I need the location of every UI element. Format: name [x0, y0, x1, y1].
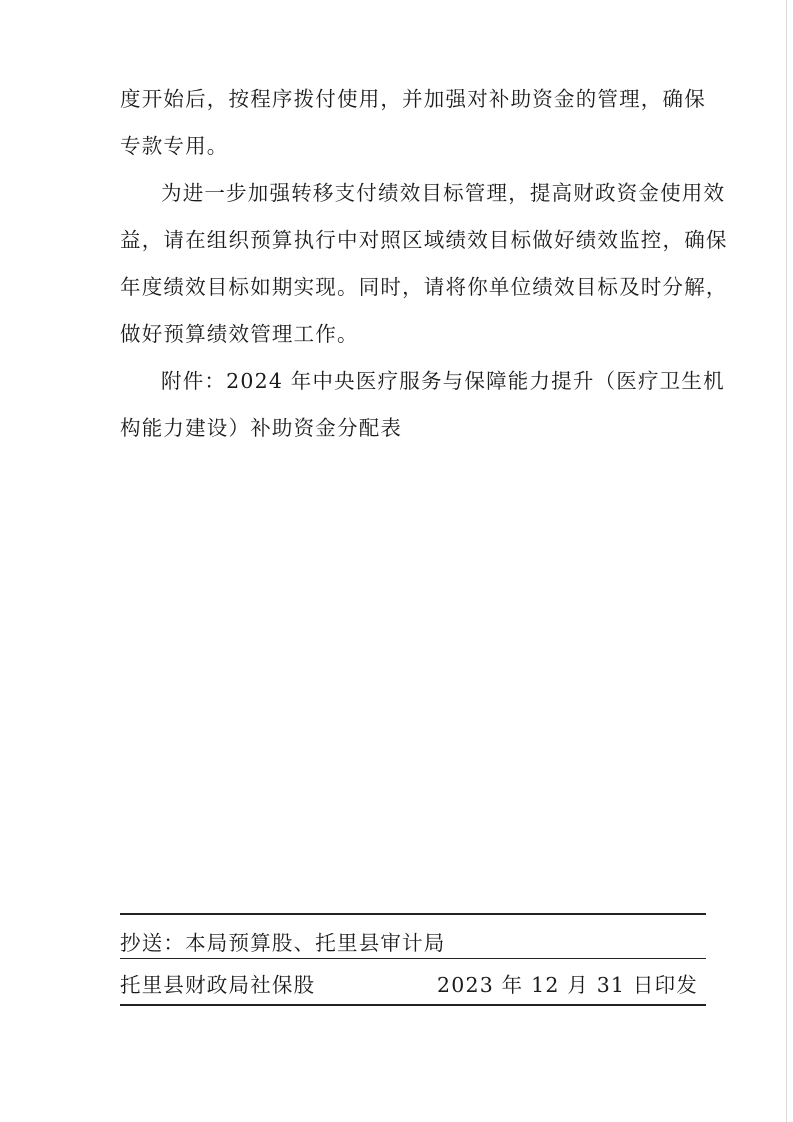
footer-top-rule	[120, 913, 706, 915]
issue-row	[120, 968, 706, 998]
footer-bottom-rule	[120, 1004, 706, 1006]
body-line: 做好预算绩效管理工作。	[120, 322, 359, 346]
body-line: 专款专用。	[120, 134, 229, 158]
body-line: 益，请在组织预算执行中对照区域绩效目标做好绩效监控，确保	[120, 228, 728, 252]
issue-date: 2023 年 12 月 31 日印发	[436, 973, 698, 997]
document-body	[120, 76, 728, 452]
issuer-text: 托里县财政局社保股	[120, 973, 316, 997]
body-line: 度开始后，按程序拨付使用，并加强对补助资金的管理，确保	[120, 87, 706, 111]
body-line: 年度绩效目标如期实现。同时，请将你单位绩效目标及时分解，	[120, 275, 728, 299]
page-edge	[786, 0, 787, 1122]
footer-middle-rule	[120, 958, 706, 959]
attachment-line: 附件：2024 年中央医疗服务与保障能力提升（医疗卫生机	[161, 369, 725, 393]
paragraph-performance-start: 为进一步加强转移支付绩效目标管理，提高财政资金使用效	[161, 181, 726, 205]
cc-row	[120, 926, 706, 956]
cc-text: 抄送：本局预算股、托里县审计局	[120, 931, 446, 955]
attachment-line-continued: 构能力建设）补助资金分配表	[120, 416, 403, 440]
